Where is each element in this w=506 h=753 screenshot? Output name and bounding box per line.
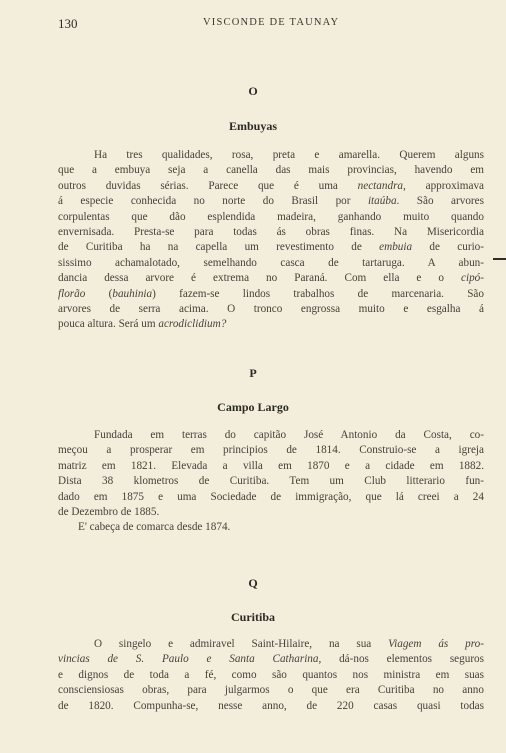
page-number: 130 — [58, 16, 78, 31]
section-letter: Q — [248, 576, 258, 590]
text-line: e dignos de toda a fé, como são quantos nos ministra em suas — [58, 668, 484, 681]
text-line: de Dezembro de 1885. — [58, 506, 160, 519]
section-letter: P — [249, 366, 257, 380]
text-line: á especie conhecida no norte do Brasil por itaúba. São arvores — [58, 195, 484, 208]
text-line: Dista 38 klometros de Curitiba. Tem um Club litterario fun- — [58, 475, 484, 488]
text-line: O singelo e admiravel Saint-Hilaire, na sua Viagem ás pro- — [94, 638, 484, 650]
text-line: florão (bauhinia) fazem-se lindos trabalhos de marcenaria. São — [58, 287, 484, 300]
text-line: envernisada. Presta-se para todas ás obras finas. Na Misericordia — [58, 226, 484, 239]
running-title: VISCONDE DE TAUNAY — [203, 17, 340, 28]
text-line: arvores de serra acima. O tronco engrossa muito e esgalha á — [58, 303, 484, 316]
text-line: Ha tres qualidades, rosa, preta e amarella. Querem alguns — [94, 149, 484, 161]
section-paragraph — [58, 637, 484, 714]
text-line: meçou a prosperar em principios de 1814. Construio-se a igreja — [58, 444, 484, 457]
text-line: vincias de S. Paulo e Santa Catharina, dá-nos elementos seguros — [58, 653, 484, 666]
text-line: que a embuya seja a canella das mais provincias, havendo em — [58, 164, 484, 177]
running-head — [58, 16, 478, 32]
section-heading: Embuyas — [228, 119, 278, 133]
section-paragraph — [58, 148, 484, 333]
text-line: outros duvidas sérias. Parece que é uma nectandra, approximava — [58, 179, 485, 192]
text-line: pouca altura. Será um acrodiclidium? — [58, 318, 227, 331]
text-line: consciensiosas obras, para julgarmos o que era Curitiba no anno — [58, 684, 484, 697]
section-letter: O — [248, 84, 258, 98]
section-heading: Curitiba — [230, 610, 275, 624]
text-line: sissimo achamalotado, semelhando casca de tartaruga. A abun- — [58, 256, 484, 269]
text-line: matriz em 1821. Elevada a villa em 1870 e a cidade em 1882. — [58, 459, 484, 472]
text-line: de 1820. Compunha-se, nesse anno, de 220 casas quasi todas — [58, 699, 484, 712]
text-line: Fundada em terras do capitão José Antonio da Costa, co- — [94, 429, 484, 441]
text-line: de Curitiba ha na capella um revestimento de embuia de curio- — [58, 241, 484, 254]
section-paragraph — [58, 428, 484, 536]
text-line: corpulentas que dão esplendida madeira, ganhando muito quando — [58, 210, 484, 223]
margin-mark — [493, 258, 506, 260]
section-heading: Campo Largo — [217, 400, 289, 414]
text-line: E' cabeça de comarca desde 1874. — [78, 521, 231, 534]
text-line: dancia dessa arvore é extrema no Paraná. Com ella e o cipó- — [58, 272, 484, 285]
text-line: dado em 1875 e uma Sociedade de immigração, que lá creei a 24 — [58, 490, 484, 503]
